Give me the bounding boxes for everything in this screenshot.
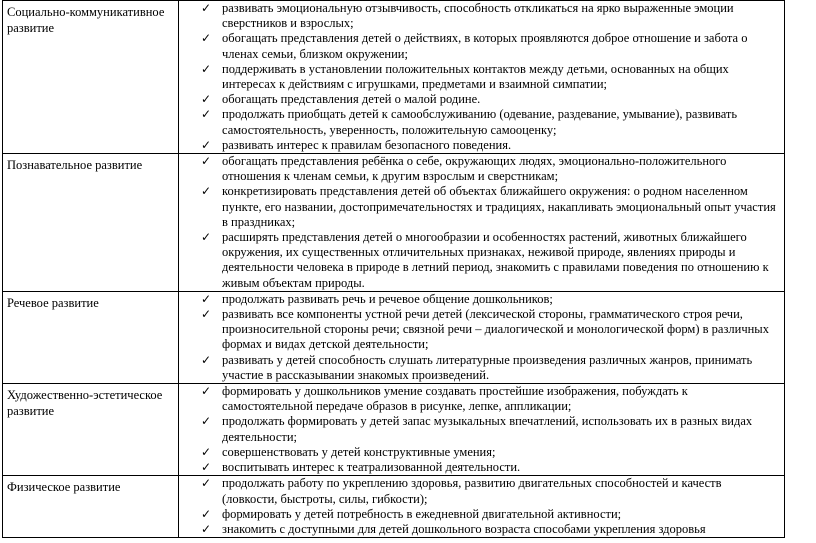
table-row [3, 291, 785, 383]
goals-cell [179, 476, 785, 538]
list-item: ✓ обогащать представления детей о малой родине. [200, 92, 481, 107]
goals-cell [179, 291, 785, 383]
list-item: ✓ обогащать представления ребёнка о себе, окружающих людях, эмоционально-положительного отношения к членам семьи, к другим взрослым и сверстникам; [200, 154, 727, 184]
goal-list [179, 154, 784, 291]
checkmark-icon: ✓ [200, 291, 212, 306]
goal-list [179, 1, 784, 153]
list-item: ✓ развивать у детей способность слушать литературные произведения различных жанров, принимать участие в рассказывании знакомых произведений. [200, 352, 753, 382]
area-cell [3, 384, 179, 476]
checkmark-icon: ✓ [200, 506, 212, 521]
list-item: ✓ продолжать развивать речь и речевое общение дошкольников; [200, 291, 553, 306]
checkmark-icon: ✓ [200, 230, 212, 245]
list-item: ✓ обогащать представления детей о действиях, в которых проявляются доброе отношение и забота о членах семьи, близком окружении; [200, 31, 748, 61]
checkmark-icon: ✓ [200, 61, 212, 76]
area-label-art: Художественно-эстетическое развитие [7, 388, 163, 419]
education-areas-table [2, 0, 785, 538]
list-item: ✓ развивать все компоненты устной речи детей (лексической стороны, грамматического строя речи, произносительной стороны речи; связной речи – диалогической и монологической форм) в различных формах и видах детской деятельности; [200, 307, 769, 352]
list-item: ✓ развивать интерес к правилам безопасного поведения. [200, 137, 512, 152]
list-item: ✓ продолжать работу по укреплению здоровья, развитию двигательных способностей и качеств (ловкости, быстроты, силы, гибкости); [200, 476, 722, 506]
area-cell [3, 154, 179, 292]
area-cell [3, 291, 179, 383]
checkmark-icon: ✓ [200, 184, 212, 199]
goals-cell [179, 384, 785, 476]
checkmark-icon: ✓ [200, 352, 212, 367]
goal-list [179, 476, 784, 537]
checkmark-icon: ✓ [200, 92, 212, 107]
checkmark-icon: ✓ [200, 521, 212, 536]
list-item: ✓ продолжать формировать у детей запас музыкальных впечатлений, использовать их в разных видах деятельности; [200, 414, 753, 444]
table-row [3, 384, 785, 476]
list-item: ✓ формировать у дошкольников умение создавать простейшие изображения, побуждать к самостоятельной передаче образов в рисунке, лепке, аппликации; [200, 384, 688, 414]
list-item: ✓ развивать эмоциональную отзывчивость, способность откликаться на ярко выраженные эмоции сверстников и взрослых; [200, 1, 734, 31]
checkmark-icon: ✓ [200, 307, 212, 322]
checkmark-icon: ✓ [200, 107, 212, 122]
checkmark-icon: ✓ [200, 1, 212, 15]
area-label-physical: Физическое развитие [7, 480, 121, 495]
table-row [3, 154, 785, 292]
list-item: ✓ знакомить с доступными для детей дошкольного возраста способами укрепления здоровья [200, 521, 706, 536]
goal-list [179, 384, 784, 475]
table-row [3, 1, 785, 154]
goal-list [179, 292, 784, 383]
list-item: ✓ конкретизировать представления детей об объектах ближайшего окружения: о родном населенном пункте, его названии, достопримечательностях и традициях, накапливать эмоциональный опыт участия в праздниках; [200, 184, 776, 229]
area-label-cognitive: Познавательное развитие [7, 158, 143, 173]
checkmark-icon: ✓ [200, 444, 212, 459]
checkmark-icon: ✓ [200, 414, 212, 429]
area-cell [3, 476, 179, 538]
list-item: ✓ воспитывать интерес к театрализованной деятельности. [200, 460, 521, 475]
checkmark-icon: ✓ [200, 476, 212, 491]
checkmark-icon: ✓ [200, 384, 212, 399]
checkmark-icon: ✓ [200, 154, 212, 169]
area-label-social: Социально-коммуникативное развитие [7, 5, 165, 36]
list-item: ✓ совершенствовать у детей конструктивные умения; [200, 444, 496, 459]
table-row [3, 476, 785, 538]
list-item: ✓ продолжать приобщать детей к самообслуживанию (одевание, раздевание, умывание), развивать самостоятельность, уверенность, положительную самооценку; [200, 107, 738, 137]
goals-cell [179, 1, 785, 154]
checkmark-icon: ✓ [200, 31, 212, 46]
area-cell [3, 1, 179, 154]
goals-cell [179, 154, 785, 292]
list-item: ✓ расширять представления детей о многообразии и особенностях растений, животных ближайшего окружения, их существенных отличительных признаках, неживой природе, явлениях природы и деятельности человека в природе в летний период, знакомить с правилами поведения по отношению к живым объектам природы. [200, 230, 769, 290]
checkmark-icon: ✓ [200, 137, 212, 152]
checkmark-icon: ✓ [200, 460, 212, 475]
list-item: ✓ формировать у детей потребность в ежедневной двигательной активности; [200, 506, 622, 521]
area-label-speech: Речевое развитие [7, 295, 99, 310]
list-item: ✓ поддерживать в установлении положительных контактов между детьми, основанных на общих интересах к действиям с игрушками, предметами и взаимной симпатии; [200, 61, 729, 92]
